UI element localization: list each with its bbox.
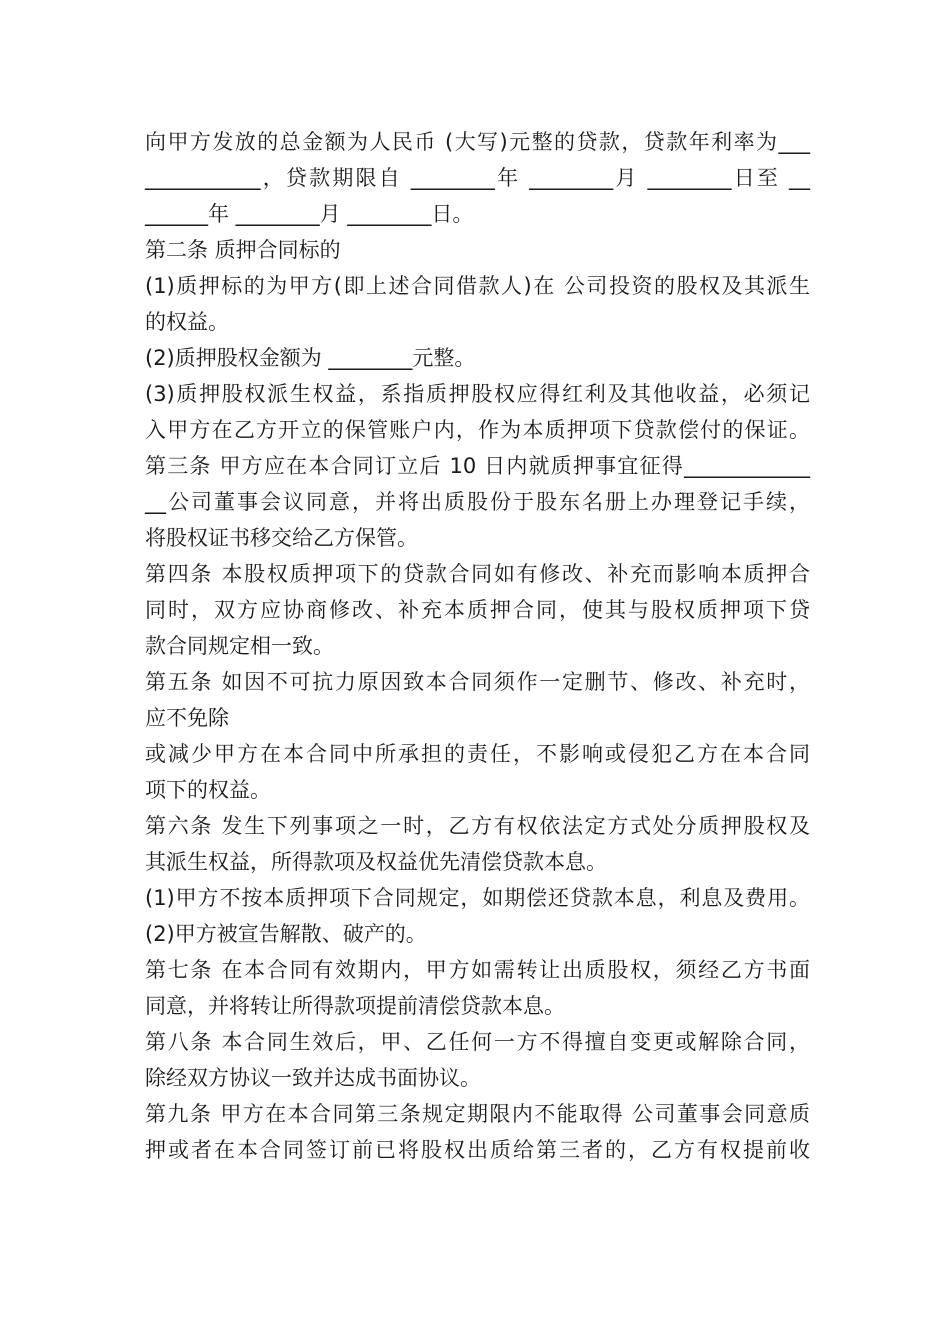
text-line: 第九条 甲方在本合同第三条规定期限内不能取得 公司董事会同意质 — [145, 1102, 810, 1126]
text-line: 第五条 如因不可抗力原因致本合同须作一定删节、修改、补充时， — [145, 670, 810, 694]
text-line: 第三条 甲方应在本合同订立后 10 日内就质押事宜征得____________ — [145, 454, 810, 478]
text-line: 将股权证书移交给乙方保管。 — [145, 526, 418, 550]
text-line: 的权益。 — [145, 310, 229, 334]
text-line: ______年 ________月 ________日。 — [145, 202, 474, 226]
section-heading: 第二条 质押合同标的 — [145, 238, 341, 262]
text-line: 或减少甲方在本合同中所承担的责任，不影响或侵犯乙方在本合同 — [145, 742, 810, 766]
text-line: 向甲方发放的总金额为人民币 (大写)元整的贷款，贷款年利率为___ — [145, 130, 810, 154]
text-line: 应不免除 — [145, 706, 229, 730]
text-line: 除经双方协议一致并达成书面协议。 — [145, 1066, 481, 1090]
text-line: (3)质押股权派生权益，系指质押股权应得红利及其他收益，必须记 — [145, 382, 810, 406]
text-line: 第八条 本合同生效后，甲、乙任何一方不得擅自变更或解除合同， — [145, 1030, 810, 1054]
text-line: (1)甲方不按本质押项下合同规定，如期偿还贷款本息，利息及费用。 — [145, 886, 810, 910]
text-line: __公司董事会议同意，并将出质股份于股东名册上办理登记手续， — [145, 490, 810, 514]
text-line: 款合同规定相一致。 — [145, 634, 334, 658]
text-line: 第四条 本股权质押项下的贷款合同如有修改、补充而影响本质押合 — [145, 562, 810, 586]
text-line: 第七条 在本合同有效期内，甲方如需转让出质股权，须经乙方书面 — [145, 958, 810, 982]
text-line: ___________，贷款期限自 ________年 ________月 ________日至 __ — [145, 166, 810, 190]
text-line: 项下的权益。 — [145, 778, 271, 802]
text-line: 同时，双方应协商修改、补充本质押合同，使其与股权质押项下贷 — [145, 598, 810, 622]
text-line: 第六条 发生下列事项之一时，乙方有权依法定方式处分质押股权及 — [145, 814, 810, 838]
text-line: 入甲方在乙方开立的保管账户内，作为本质押项下贷款偿付的保证。 — [145, 418, 810, 442]
text-line: 同意，并将转让所得款项提前清偿贷款本息。 — [145, 994, 565, 1018]
text-line: (2)质押股权金额为 ________元整。 — [145, 346, 476, 370]
text-line: 押或者在本合同签订前已将股权出质给第三者的，乙方有权提前收 — [145, 1138, 810, 1162]
document-body — [145, 124, 810, 1168]
text-line: 其派生权益，所得款项及权益优先清偿贷款本息。 — [145, 850, 607, 874]
text-line: (1)质押标的为甲方(即上述合同借款人)在 公司投资的股权及其派生 — [145, 274, 810, 298]
text-line: (2)甲方被宣告解散、破产的。 — [145, 922, 427, 946]
